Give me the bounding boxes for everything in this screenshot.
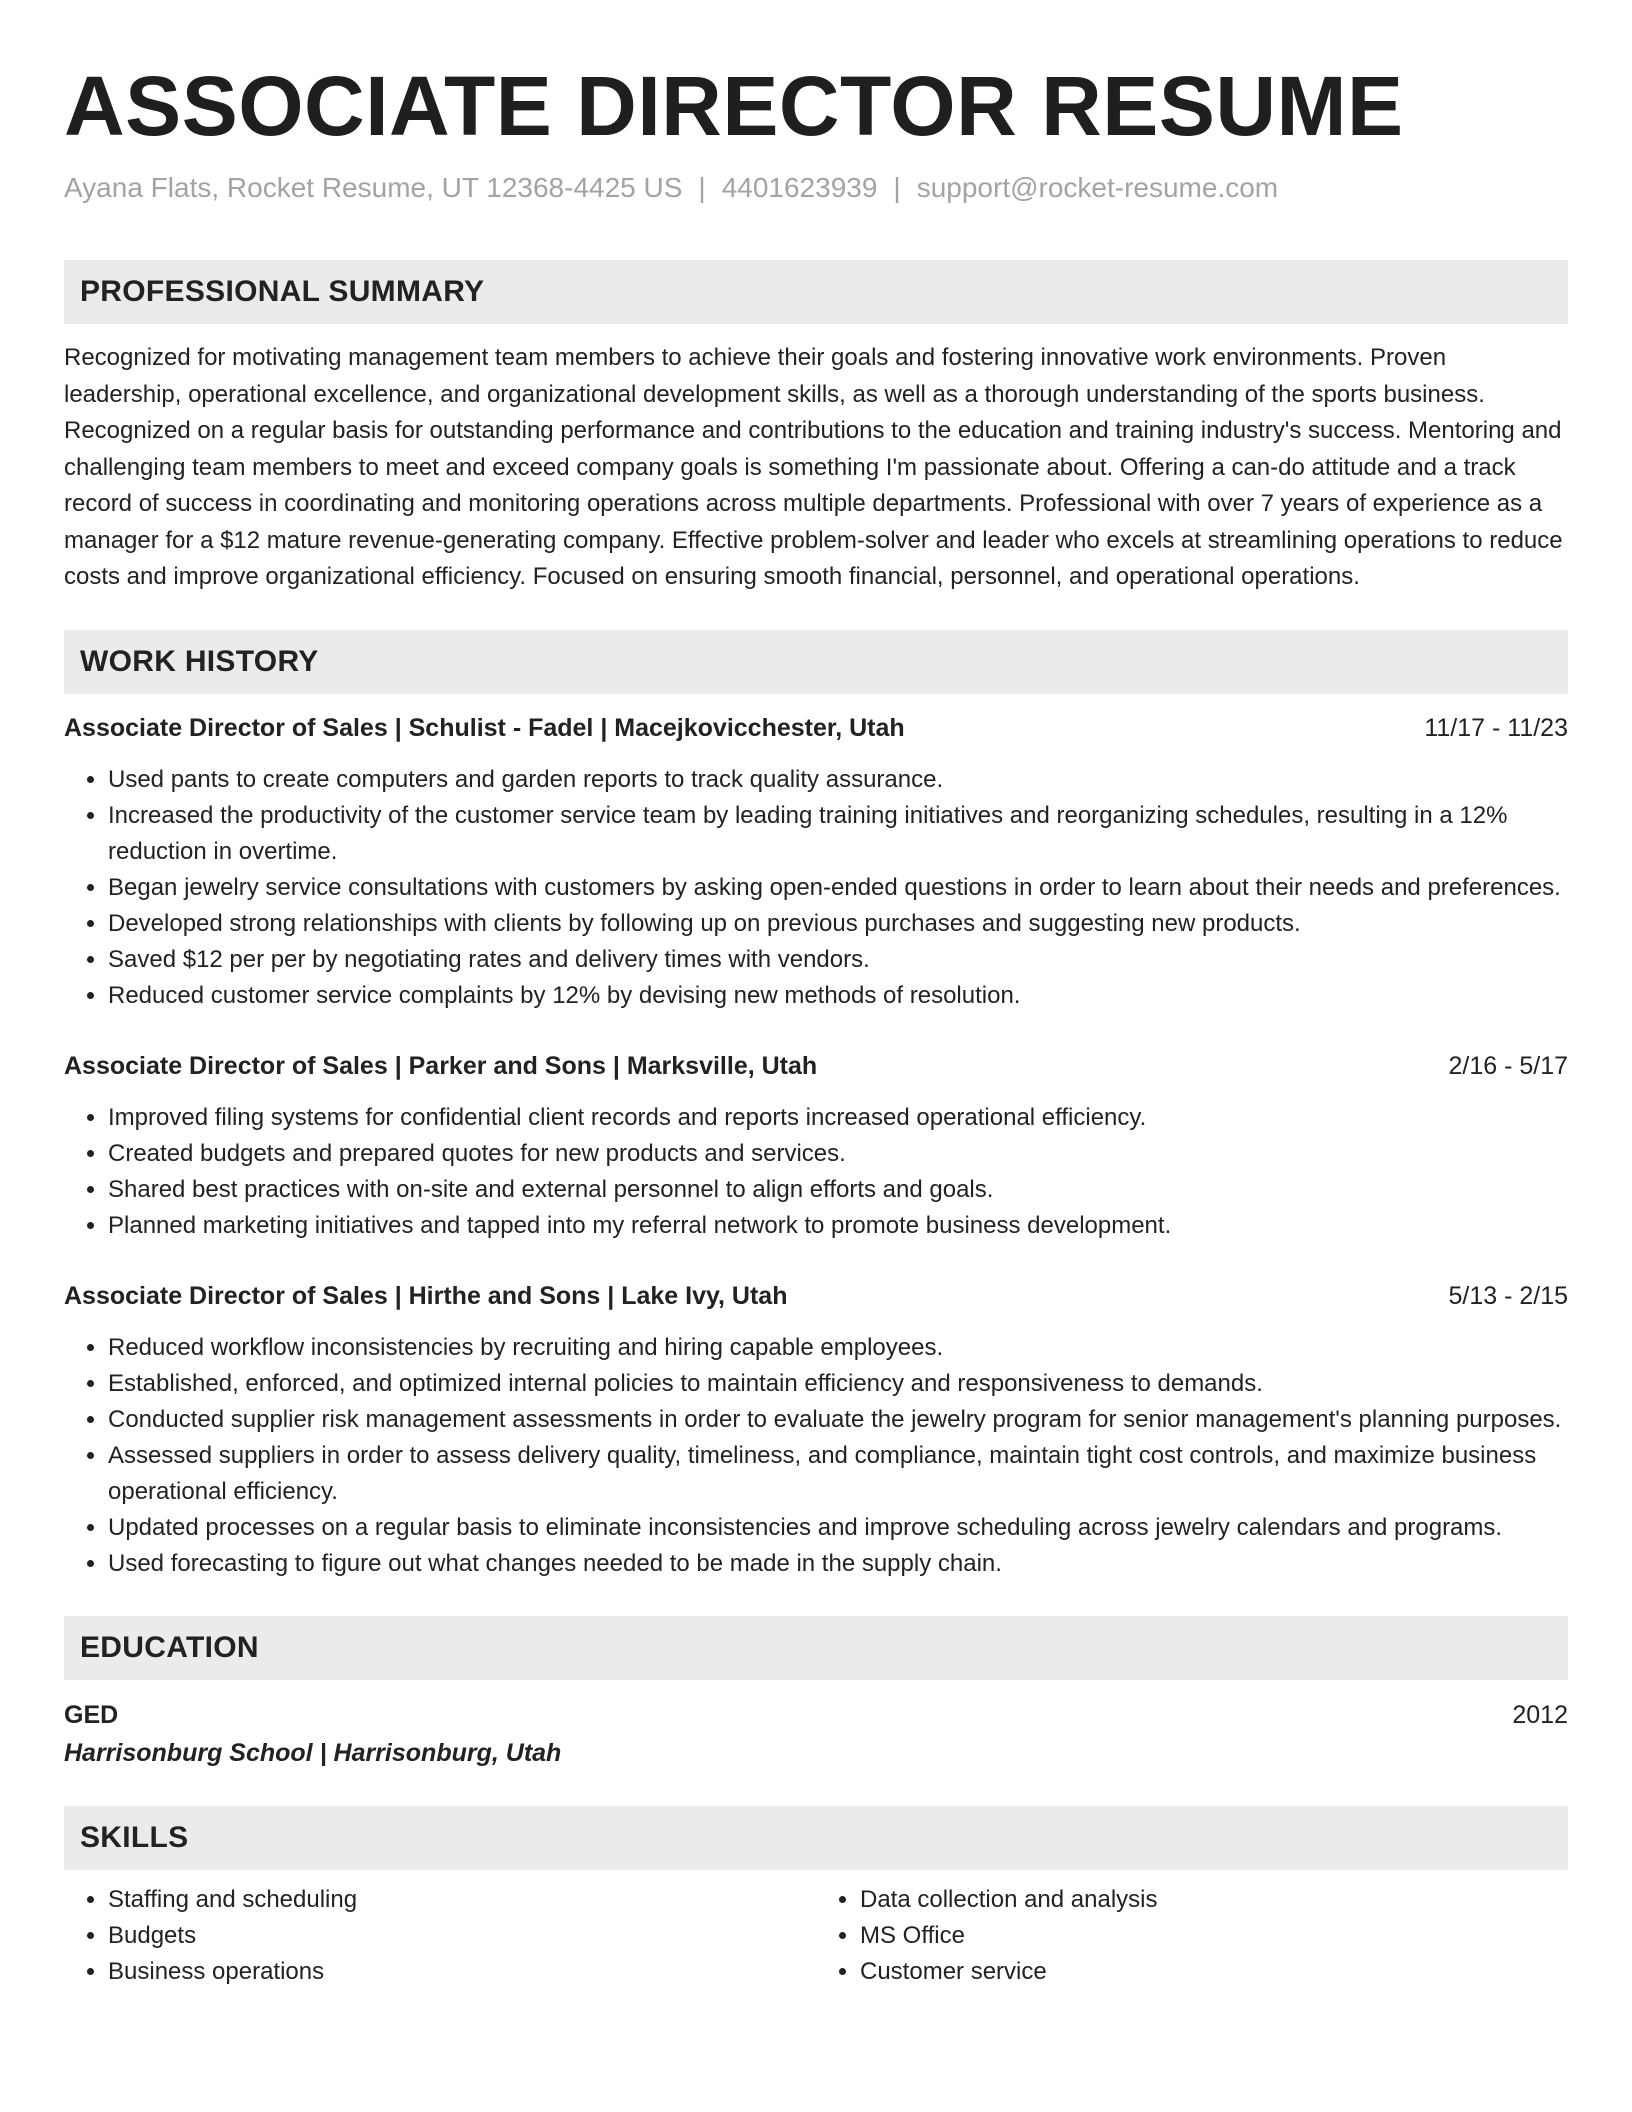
- job-header: [64, 710, 1568, 746]
- job-bullet: • Reduced customer service complaints by 12% by devising new methods of resolution.: [108, 978, 1568, 1014]
- job-header: [64, 1278, 1568, 1314]
- job-bullet: • Increased the productivity of the customer service team by leading training initiatives and reorganizing schedules, resulting in a 12% reduction in overtime.: [108, 798, 1568, 870]
- contact-separator: |: [698, 172, 706, 203]
- job-entry: [64, 1278, 1568, 1582]
- job-bullet: • Established, enforced, and optimized internal policies to maintain efficiency and responsiveness to demands.: [108, 1366, 1568, 1402]
- section-header-work-history: [64, 630, 1568, 694]
- section-heading: EDUCATION: [80, 1630, 259, 1664]
- job-bullets: [64, 1330, 1568, 1582]
- contact-line: [64, 168, 1568, 208]
- job-bullet: • Conducted supplier risk management assessments in order to evaluate the jewelry program for senior management's planning purposes.: [108, 1402, 1568, 1438]
- skill-item: • Business operations: [108, 1954, 816, 1990]
- education-school: Harrisonburg School | Harrisonburg, Utah: [64, 1738, 562, 1767]
- skill-item: • Data collection and analysis: [860, 1882, 1568, 1918]
- contact-phone: 4401623939: [721, 172, 878, 203]
- section-header-summary: [64, 260, 1568, 324]
- job-bullet: • Began jewelry service consultations with customers by asking open-ended questions in order to learn about their needs and preferences.: [108, 870, 1568, 906]
- skills-column-left: [64, 1882, 816, 1990]
- contact-address: Ayana Flats, Rocket Resume, UT 12368-4425 US: [64, 172, 683, 203]
- job-bullet: • Used forecasting to figure out what changes needed to be made in the supply chain.: [108, 1546, 1568, 1582]
- job-bullet: • Updated processes on a regular basis to eliminate inconsistencies and improve scheduling across jewelry calendars and programs.: [108, 1510, 1568, 1546]
- job-title: Associate Director of Sales | Hirthe and Sons | Lake Ivy, Utah: [64, 1281, 788, 1310]
- job-entry: [64, 1048, 1568, 1244]
- job-bullet: • Shared best practices with on-site and external personnel to align efforts and goals.: [108, 1172, 1568, 1208]
- skills-list: [64, 1882, 1568, 1990]
- job-entry: [64, 710, 1568, 1014]
- section-header-skills: [64, 1806, 1568, 1870]
- job-bullet: • Reduced workflow inconsistencies by recruiting and hiring capable employees.: [108, 1330, 1568, 1366]
- summary-text: Recognized for motivating management team members to achieve their goals and fostering innovative work environments. Proven leadership, operational excellence, and organizational development skills, as well as a thorough understanding of the sports business. Recognized on a regular basis for outstanding performance and contributions to the education and training industry's success. Mentoring and challenging team members to meet and exceed company goals is something I'm passionate about. Offering a can-do attitude and a track record of success in coordinating and monitoring operations across multiple departments. Professional with over 7 years of experience as a manager for a $12 mature revenue-generating company. Effective problem-solver and leader who excels at streamlining operations to reduce costs and improve organizational efficiency. Focused on ensuring smooth financial, personnel, and operational operations.: [64, 344, 1563, 590]
- job-bullet: • Created budgets and prepared quotes for new products and services.: [108, 1136, 1568, 1172]
- job-bullets: [64, 762, 1568, 1014]
- education-degree: GED: [64, 1700, 119, 1729]
- skill-item: • Staffing and scheduling: [108, 1882, 816, 1918]
- education-header: [64, 1696, 1568, 1734]
- job-bullet: • Used pants to create computers and garden reports to track quality assurance.: [108, 762, 1568, 798]
- section-header-education: [64, 1616, 1568, 1680]
- job-bullet: • Improved filing systems for confidential client records and reports increased operational efficiency.: [108, 1100, 1568, 1136]
- job-header: [64, 1048, 1568, 1084]
- job-title: Associate Director of Sales | Schulist - Fadel | Macejkovicchester, Utah: [64, 713, 905, 742]
- education-year: 2012: [1512, 1700, 1568, 1729]
- section-heading: SKILLS: [80, 1820, 189, 1854]
- contact-separator: |: [893, 172, 901, 203]
- job-bullet: • Saved $12 per per by negotiating rates and delivery times with vendors.: [108, 942, 1568, 978]
- contact-email[interactable]: support@rocket-resume.com: [916, 172, 1279, 203]
- job-bullet: • Planned marketing initiatives and tapped into my referral network to promote business development.: [108, 1208, 1568, 1244]
- job-bullet: • Assessed suppliers in order to assess delivery quality, timeliness, and compliance, maintain tight cost controls, and maximize business operational efficiency.: [108, 1438, 1568, 1510]
- job-dates: 11/17 - 11/23: [1424, 713, 1568, 742]
- job-dates: 5/13 - 2/15: [1448, 1281, 1568, 1310]
- job-title: Associate Director of Sales | Parker and Sons | Marksville, Utah: [64, 1051, 818, 1080]
- section-heading: PROFESSIONAL SUMMARY: [80, 275, 485, 308]
- skills-column-right: [816, 1882, 1568, 1990]
- education-entry: [64, 1696, 1568, 1772]
- skill-item: • Budgets: [108, 1918, 816, 1954]
- job-bullet: • Developed strong relationships with clients by following up on previous purchases and suggesting new products.: [108, 906, 1568, 942]
- job-dates: 2/16 - 5/17: [1448, 1051, 1568, 1080]
- job-bullets: [64, 1100, 1568, 1244]
- skill-item: • Customer service: [860, 1954, 1568, 1990]
- resume-title: ASSOCIATE DIRECTOR RESUME: [64, 59, 1404, 153]
- section-heading: WORK HISTORY: [80, 644, 319, 678]
- skill-item: • MS Office: [860, 1918, 1568, 1954]
